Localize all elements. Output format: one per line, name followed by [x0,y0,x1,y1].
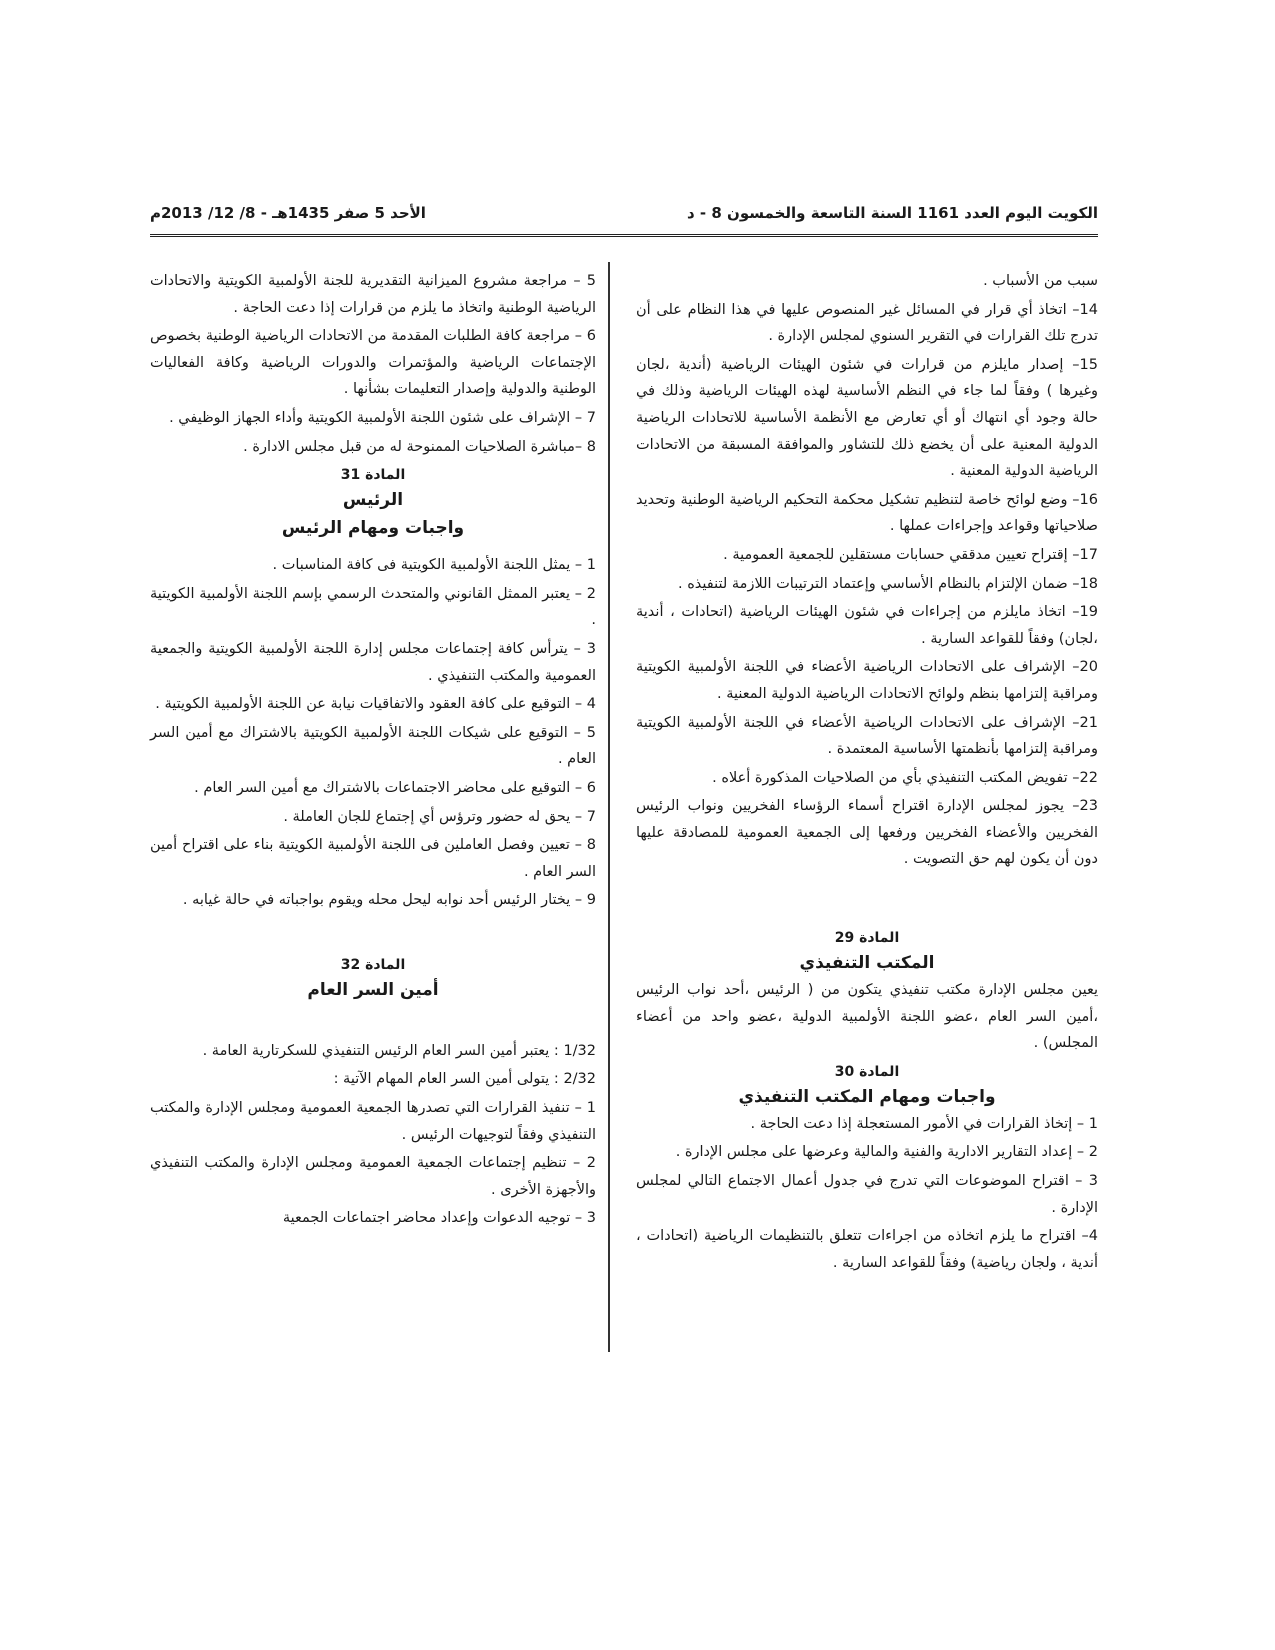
clause: 7 – يحق له حضور وترؤس أي إجتماع للجان العاملة . [283,808,596,825]
clause: 16– وضع لوائح خاصة لتنظيم تشكيل محكمة التحكيم الرياضية الوطنية وتحديد صلاحياتها وقواعد وإجراءات عملها . [636,491,1098,535]
clause: 2/32 : يتولى أمين السر العام المهام الآتية : [333,1071,596,1088]
clause: 21– الإشراف على الاتحادات الرياضية الأعضاء في اللجنة الأولمبية الكويتية ومراقبة إلتزامها بأنظمتها الأساسية المعتمدة . [636,714,1098,758]
clause: 1/32 : يعتبر أمين السر العام الرئيس التنفيذي للسكرتارية العامة . [202,1042,596,1059]
clause: 2 – يعتبر الممثل القانوني والمتحدث الرسمي بإسم اللجنة الأولمبية الكويتية . [150,585,596,629]
article-31-number: المادة 31 [340,467,406,484]
page-header [150,196,1098,236]
clause: 3 – اقتراح الموضوعات التي تدرج في جدول أعمال الاجتماع التالي لمجلس الإدارة . [636,1173,1098,1216]
clause: 15– إصدار مايلزم من قرارات في شئون الهيئات الرياضية (أندية ،لجان وغيرها ) وفقاً لما جاء في النظم الأساسية لهذه الهيئات الرياضية وذلك في حالة وجود أي انتهاك أو أي تعارض مع الأنظمة الأساسية للاتحادات الرياضية الدولية المعنية على أن يخضع ذلك للتشاور والموافقة المسبقة من الاتحادات الرياضية الدولية المعنية . [636,356,1098,480]
article-31-title: الرئيس [342,490,404,511]
article-29-number: المادة 29 [834,930,900,947]
gazette-date: الأحد 5 صفر 1435هـ - 8/ 12/ 2013م [150,204,426,222]
clause: 6 – التوقيع على محاضر الاجتماعات بالاشتراك مع أمين السر العام . [194,779,596,796]
clause: 17– إقتراح تعيين مدققي حسابات مستقلين للجمعية العمومية . [723,546,1098,563]
clause: 22– تفويض المكتب التنفيذي بأي من الصلاحيات المذكورة أعلاه . [712,769,1098,786]
article-29-title: المكتب التنفيذي [799,953,935,974]
column-divider [608,262,610,1352]
header-rule [150,234,1098,237]
clause: 1 – إتخاذ القرارات في الأمور المستعجلة إذا دعت الحاجة . [750,1115,1098,1132]
clause: سبب من الأسباب . [983,273,1098,289]
clause: 8 – تعيين وفصل العاملين فى اللجنة الأولمبية الكويتية بناء على اقتراح أمين السر العام . [150,837,596,880]
clause: 14– اتخاذ أي قرار في المسائل غير المنصوص عليها في هذا النظام على أن تدرج تلك القرارات في التقرير السنوي لمجلس الإدارة . [636,301,1098,345]
clause: 4– اقتراح ما يلزم اتخاذه من اجراءات تتعلق بالتنظيمات الرياضية (اتحادات ، أندية ، ولجان رياضية) وفقاً للقواعد السارية . [636,1228,1098,1271]
clause: 4 – التوقيع على كافة العقود والاتفاقيات نيابة عن اللجنة الأولمبية الكويتية . [155,696,596,713]
clause: 18– ضمان الإلتزام بالنظام الأساسي وإعتماد الترتيبات اللازمة لتنفيذه . [677,575,1098,592]
clause: 8 –مباشرة الصلاحيات الممنوحة له من قبل مجلس الادارة . [243,438,596,455]
clause: 2 – تنظيم إجتماعات الجمعية العمومية ومجلس الإدارة والمكتب التنفيذي والأجهزة الأخرى . [150,1155,596,1198]
article-31-subtitle: واجبات ومهام الرئيس [281,518,465,539]
clause: 5 – مراجعة مشروع الميزانية التقديرية للجنة الأولمبية الكويتية والاتحادات الرياضية الوطنية واتخاذ ما يلزم من قرارات إذا دعت الحاجة . [150,273,596,316]
clause: 3 – توجيه الدعوات وإعداد محاضر اجتماعات الجمعية [282,1210,596,1227]
clause: 3 – يترأس كافة إجتماعات مجلس إدارة اللجنة الأولمبية الكويتية والجمعية العمومية والمكتب التنفيذي . [150,640,596,684]
article-32-title: أمين السر العام [307,979,439,1000]
clause: 9 – يختار الرئيس أحد نوابه ليحل محله ويقوم بواجباته في حالة غيابه . [182,892,596,909]
left-column [150,268,596,1234]
clause: 1 – يمثل اللجنة الأولمبية الكويتية فى كافة المناسبات . [272,557,596,574]
right-column [636,268,1098,1278]
clause: 2 – إعداد التقارير الادارية والفنية والمالية وعرضها على مجلس الإدارة . [675,1144,1098,1161]
clause: 19– اتخاذ مايلزم من إجراءات في شئون الهيئات الرياضية (اتحادات ، أندية ،لجان) وفقاً للقواعد السارية . [636,604,1098,647]
article-29-text: يعين مجلس الإدارة مكتب تنفيذي يتكون من ( الرئيس ،أحد نواب الرئيس ،أمين السر العام ،عضو اللجنة الأولمبية الدولية ،عضو واحد من أعضاء المجلس) . [636,982,1098,1052]
clause: 6 – مراجعة كافة الطلبات المقدمة من الاتحادات الرياضية الوطنية بخصوص الإجتماعات الرياضية والمؤتمرات والدورات الرياضية وكافة الفعاليات الوطنية والدولية وإصدار التعليمات بشأنها . [150,328,596,398]
gazette-issue-info: الكويت اليوم العدد 1161 السنة التاسعة والخمسون 8 - د [687,204,1098,222]
clause: 7 – الإشراف على شئون اللجنة الأولمبية الكويتية وأداء الجهاز الوظيفي . [169,409,596,426]
clause: 5 – التوقيع على شيكات اللجنة الأولمبية الكويتية بالاشتراك مع أمين السر العام . [150,724,596,768]
article-30-number: المادة 30 [834,1063,900,1080]
clause: 20– الإشراف على الاتحادات الرياضية الأعضاء في اللجنة الأولمبية الكويتية ومراقبة إلتزامها بنظم ولوائح الاتحادات الرياضية الدولية المعنية . [636,659,1098,702]
clause: 23– يجوز لمجلس الإدارة اقتراح أسماء الرؤساء الفخريين ونواب الرئيس الفخريين والأعضاء الفخريين ورفعها إلى الجمعية العمومية للمصادقة عليها دون أن يكون لهم حق التصويت . [636,798,1098,868]
article-32-number: المادة 32 [340,956,406,973]
clause: 1 – تنفيذ القرارات التي تصدرها الجمعية العمومية ومجلس الإدارة والمكتب التنفيذي وفقاً لتوجيهات الرئيس . [150,1100,596,1143]
article-30-title: واجبات ومهام المكتب التنفيذي [738,1086,996,1107]
